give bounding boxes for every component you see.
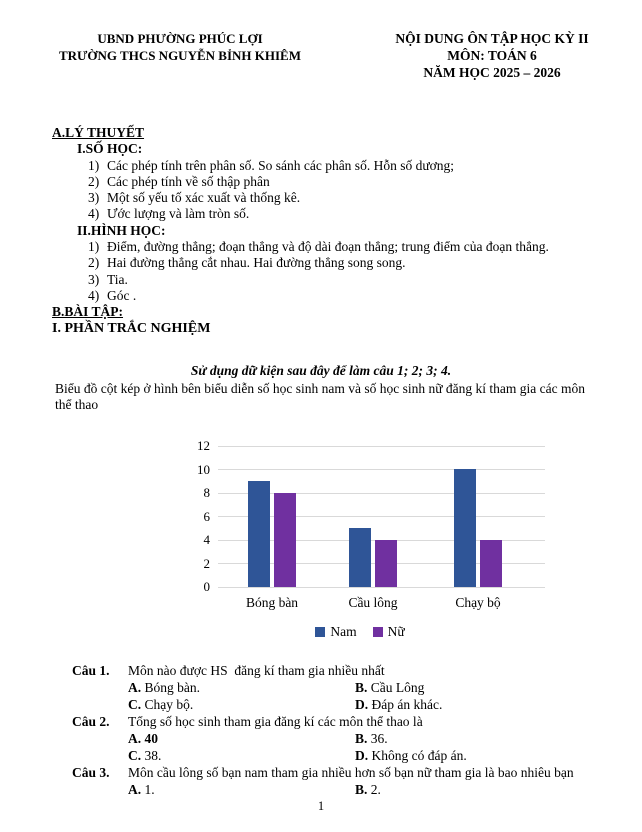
y-axis-tick-label: 12: [197, 438, 210, 454]
option-text: 40: [144, 730, 158, 746]
y-axis-tick-label: 4: [203, 532, 210, 548]
question-row: [72, 764, 642, 781]
bar-nam-3: [454, 469, 476, 587]
option-d: [355, 696, 642, 713]
list-item: [88, 239, 642, 255]
bar-nữ-1: [274, 493, 296, 587]
option-letter: C.: [128, 696, 142, 712]
header-year-line: NĂM HỌC 2025 – 2026: [423, 65, 561, 80]
option-letter: D.: [355, 696, 369, 712]
option-a: [128, 781, 355, 798]
option-text: 1.: [144, 781, 155, 797]
option-letter: A.: [128, 679, 142, 695]
list-item: [88, 288, 642, 304]
list-item-number: 1): [88, 157, 100, 173]
list-item: [88, 206, 642, 222]
list-item: [88, 272, 642, 288]
list-item-text: Hai đường thẳng cắt nhau. Hai đường thẳng song song.: [107, 255, 406, 271]
question-label: Câu 1.: [72, 662, 110, 678]
option-letter: B.: [355, 730, 368, 746]
header-subject-block: [352, 30, 632, 81]
question-label: Câu 3.: [72, 764, 110, 780]
header-school-line: TRƯỜNG THCS NGUYỄN BỈNH KHIÊM: [59, 48, 301, 63]
option-letter: D.: [355, 747, 369, 763]
header-title-line: NỘI DUNG ÔN TẬP HỌC KỲ II: [395, 31, 589, 46]
legend-label: Nam: [330, 623, 357, 639]
option-b: [355, 679, 642, 696]
chart-gridline: [218, 587, 545, 588]
list-item: [88, 174, 642, 190]
y-axis-tick-label: 6: [203, 508, 210, 524]
page-number: 1: [317, 799, 325, 813]
list-item-number: 4): [88, 287, 100, 303]
option-d: [355, 747, 642, 764]
list-item-number: 1): [88, 239, 100, 255]
chart-instruction: Sử dụng dữ kiện sau đây để làm câu 1; 2; 3; 4.: [190, 362, 452, 378]
chart-legend: [178, 624, 542, 640]
question-text: Môn nào được HS đăng kí tham gia nhiều nhất: [128, 662, 385, 678]
options-grid: [128, 679, 642, 713]
option-b: [355, 730, 642, 747]
option-text: Đáp án khác.: [371, 696, 443, 712]
list-item-number: 2): [88, 255, 100, 271]
hinh-hoc-title: II.HÌNH HỌC:: [77, 222, 166, 238]
bar-nữ-3: [480, 540, 502, 587]
list-item-text: Các phép tính về số thập phân: [107, 173, 270, 189]
option-text: 2.: [370, 781, 381, 797]
section-a-title: A.LÝ THUYẾT: [52, 125, 145, 140]
question-text: Môn cầu lông số bạn nam tham gia nhiều hơn số bạn nữ tham gia là bao nhiêu bạn: [128, 764, 574, 780]
bar-chart: [178, 438, 560, 650]
option-text: Chạy bộ.: [144, 696, 194, 712]
list-item-text: Góc .: [107, 287, 137, 303]
chart-gridline: [218, 469, 545, 470]
legend-swatch-icon: [315, 627, 325, 637]
theory-section: [52, 125, 642, 337]
x-axis-category-label: Chạy bộ: [455, 594, 501, 610]
option-text: Không có đáp án.: [371, 747, 467, 763]
header-ubnd-line: UBND PHƯỜNG PHÚC LỢI: [97, 31, 263, 46]
x-axis-category-label: Cầu lông: [348, 594, 398, 610]
option-letter: A.: [128, 730, 142, 746]
option-text: Bóng bàn.: [144, 679, 200, 695]
legend-swatch-icon: [373, 627, 383, 637]
bar-nữ-2: [375, 540, 397, 587]
list-item-text: Các phép tính trên phân số. So sánh các phân số. Hỗn số dương;: [107, 157, 455, 173]
list-item-number: 3): [88, 271, 100, 287]
y-axis-tick-label: 0: [203, 579, 210, 595]
options-grid: [128, 781, 642, 798]
y-axis-tick-label: 2: [203, 555, 210, 571]
option-letter: B.: [355, 679, 368, 695]
option-letter: B.: [355, 781, 368, 797]
bar-nam-1: [248, 481, 270, 587]
chart-intro-paragraph: Biểu đồ cột kép ở hình bên biểu diễn số học sinh nam và số học sinh nữ đăng kí tham gia các môn thể thao: [55, 380, 585, 413]
option-letter: A.: [128, 781, 142, 797]
question-row: [72, 662, 642, 679]
option-a: [128, 679, 355, 696]
questions-section: [0, 662, 642, 798]
list-item: [88, 255, 642, 271]
list-item-text: Một số yếu tố xác xuất và thống kê.: [107, 190, 301, 206]
legend-item-nữ: [373, 624, 405, 640]
y-axis-tick-label: 10: [197, 461, 210, 477]
y-axis-tick-label: 8: [203, 485, 210, 501]
header-school-block: [15, 30, 345, 81]
list-item-text: Tia.: [107, 271, 128, 287]
list-item: [88, 158, 642, 174]
option-text: 36.: [370, 730, 388, 746]
list-item-text: Ước lượng và làm tròn số.: [107, 206, 250, 222]
list-item-number: 3): [88, 190, 100, 206]
option-b: [355, 781, 642, 798]
list-item-text: Điểm, đường thẳng; đoạn thẳng và độ dài đoạn thẳng; trung điểm của đoạn thẳng.: [107, 239, 549, 255]
question-text: Tổng số học sinh tham gia đăng kí các môn thể thao là: [128, 713, 423, 729]
trac-nghiem-title: I. PHẦN TRẮC NGHIỆM: [52, 320, 211, 336]
option-letter: C.: [128, 747, 142, 763]
x-axis-category-label: Bóng bàn: [245, 594, 299, 610]
list-item-number: 4): [88, 206, 100, 222]
list-item: [88, 190, 642, 206]
question-row: [72, 713, 642, 730]
section-b-title: B.BÀI TẬP:: [52, 304, 124, 320]
option-c: [128, 696, 355, 713]
so-hoc-title: I.SỐ HỌC:: [77, 141, 143, 157]
chart-gridline: [218, 446, 545, 447]
list-item-number: 2): [88, 173, 100, 189]
question-label: Câu 2.: [72, 713, 110, 729]
options-grid: [128, 730, 642, 764]
header-subject-line: MÔN: TOÁN 6: [447, 48, 537, 63]
option-text: 38.: [144, 747, 162, 763]
legend-item-nam: [315, 624, 356, 640]
document-header: [0, 0, 642, 81]
option-a: [128, 730, 355, 747]
legend-label: Nữ: [387, 623, 405, 639]
bar-nam-2: [349, 528, 371, 587]
option-text: Cầu Lông: [370, 679, 425, 695]
option-c: [128, 747, 355, 764]
